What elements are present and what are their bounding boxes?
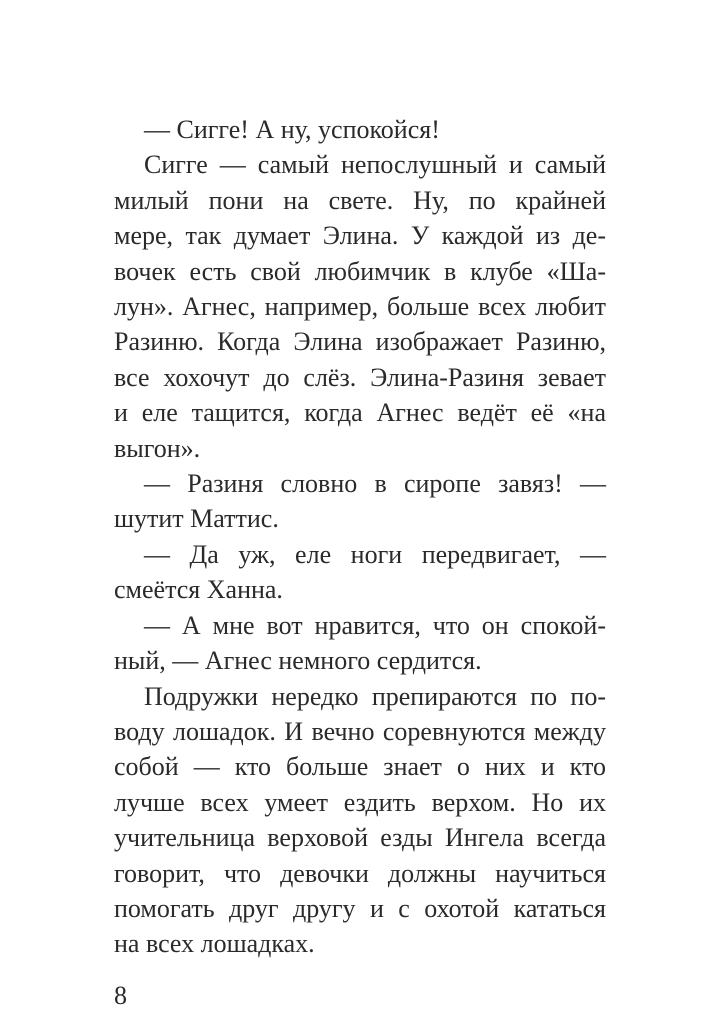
text-line: — Сигге! А ну, успокойся! — [144, 115, 440, 144]
text-line: выгон». — [114, 433, 201, 463]
page-body-text — [114, 112, 606, 962]
text-line: — Разиня словно в сиропе завяз! — — [144, 469, 606, 499]
text-line: смеётся Ханна. — [114, 575, 283, 605]
text-line: — А мне вот нравится, что он спокой- — [144, 610, 606, 640]
text-line: на всех лошадках. — [114, 929, 315, 959]
text-line: ный, — Агнес немного сердится. — [114, 646, 482, 676]
text-line: вочек есть свой любимчик в клубе «Ша- — [114, 256, 606, 286]
paragraph — [114, 147, 606, 466]
page-content — [114, 112, 606, 1013]
text-line: шутит Маттис. — [114, 504, 279, 534]
text-line: собой — кто больше знает о них и кто — [114, 752, 606, 782]
paragraph — [114, 537, 606, 608]
text-line: лун». Агнес, например, больше всех любит — [114, 292, 606, 322]
text-line: Разиню. Когда Элина изображает Разиню, — [114, 327, 606, 357]
page-number: 8 — [114, 980, 127, 1010]
text-line: учительница верховой езды Ингела всегда — [114, 823, 606, 853]
text-line: и еле тащится, когда Агнес ведёт её «на — [114, 398, 606, 428]
paragraph — [114, 466, 606, 537]
text-line: — Да уж, еле ноги передвигает, — — [144, 539, 606, 569]
text-line: лучше всех умеет ездить верхом. Но их — [114, 787, 606, 817]
paragraph — [114, 679, 606, 962]
text-line: все хохочут до слёз. Элина-Разиня зевает — [114, 362, 606, 392]
text-line: Сигге — самый непослушный и самый — [144, 150, 606, 180]
paragraph — [114, 608, 606, 679]
text-line: воду лошадок. И вечно соревнуются между — [114, 716, 606, 746]
text-line: говорит, что девочки должны научиться — [114, 858, 606, 888]
text-line: помогать друг другу и с охотой кататься — [114, 893, 606, 923]
text-line: мере, так думает Элина. У каждой из де- — [114, 221, 606, 251]
paragraph — [114, 112, 606, 147]
text-line: Подружки нередко препираются по по- — [144, 681, 606, 711]
text-line: милый пони на свете. Ну, по крайней — [114, 185, 606, 215]
